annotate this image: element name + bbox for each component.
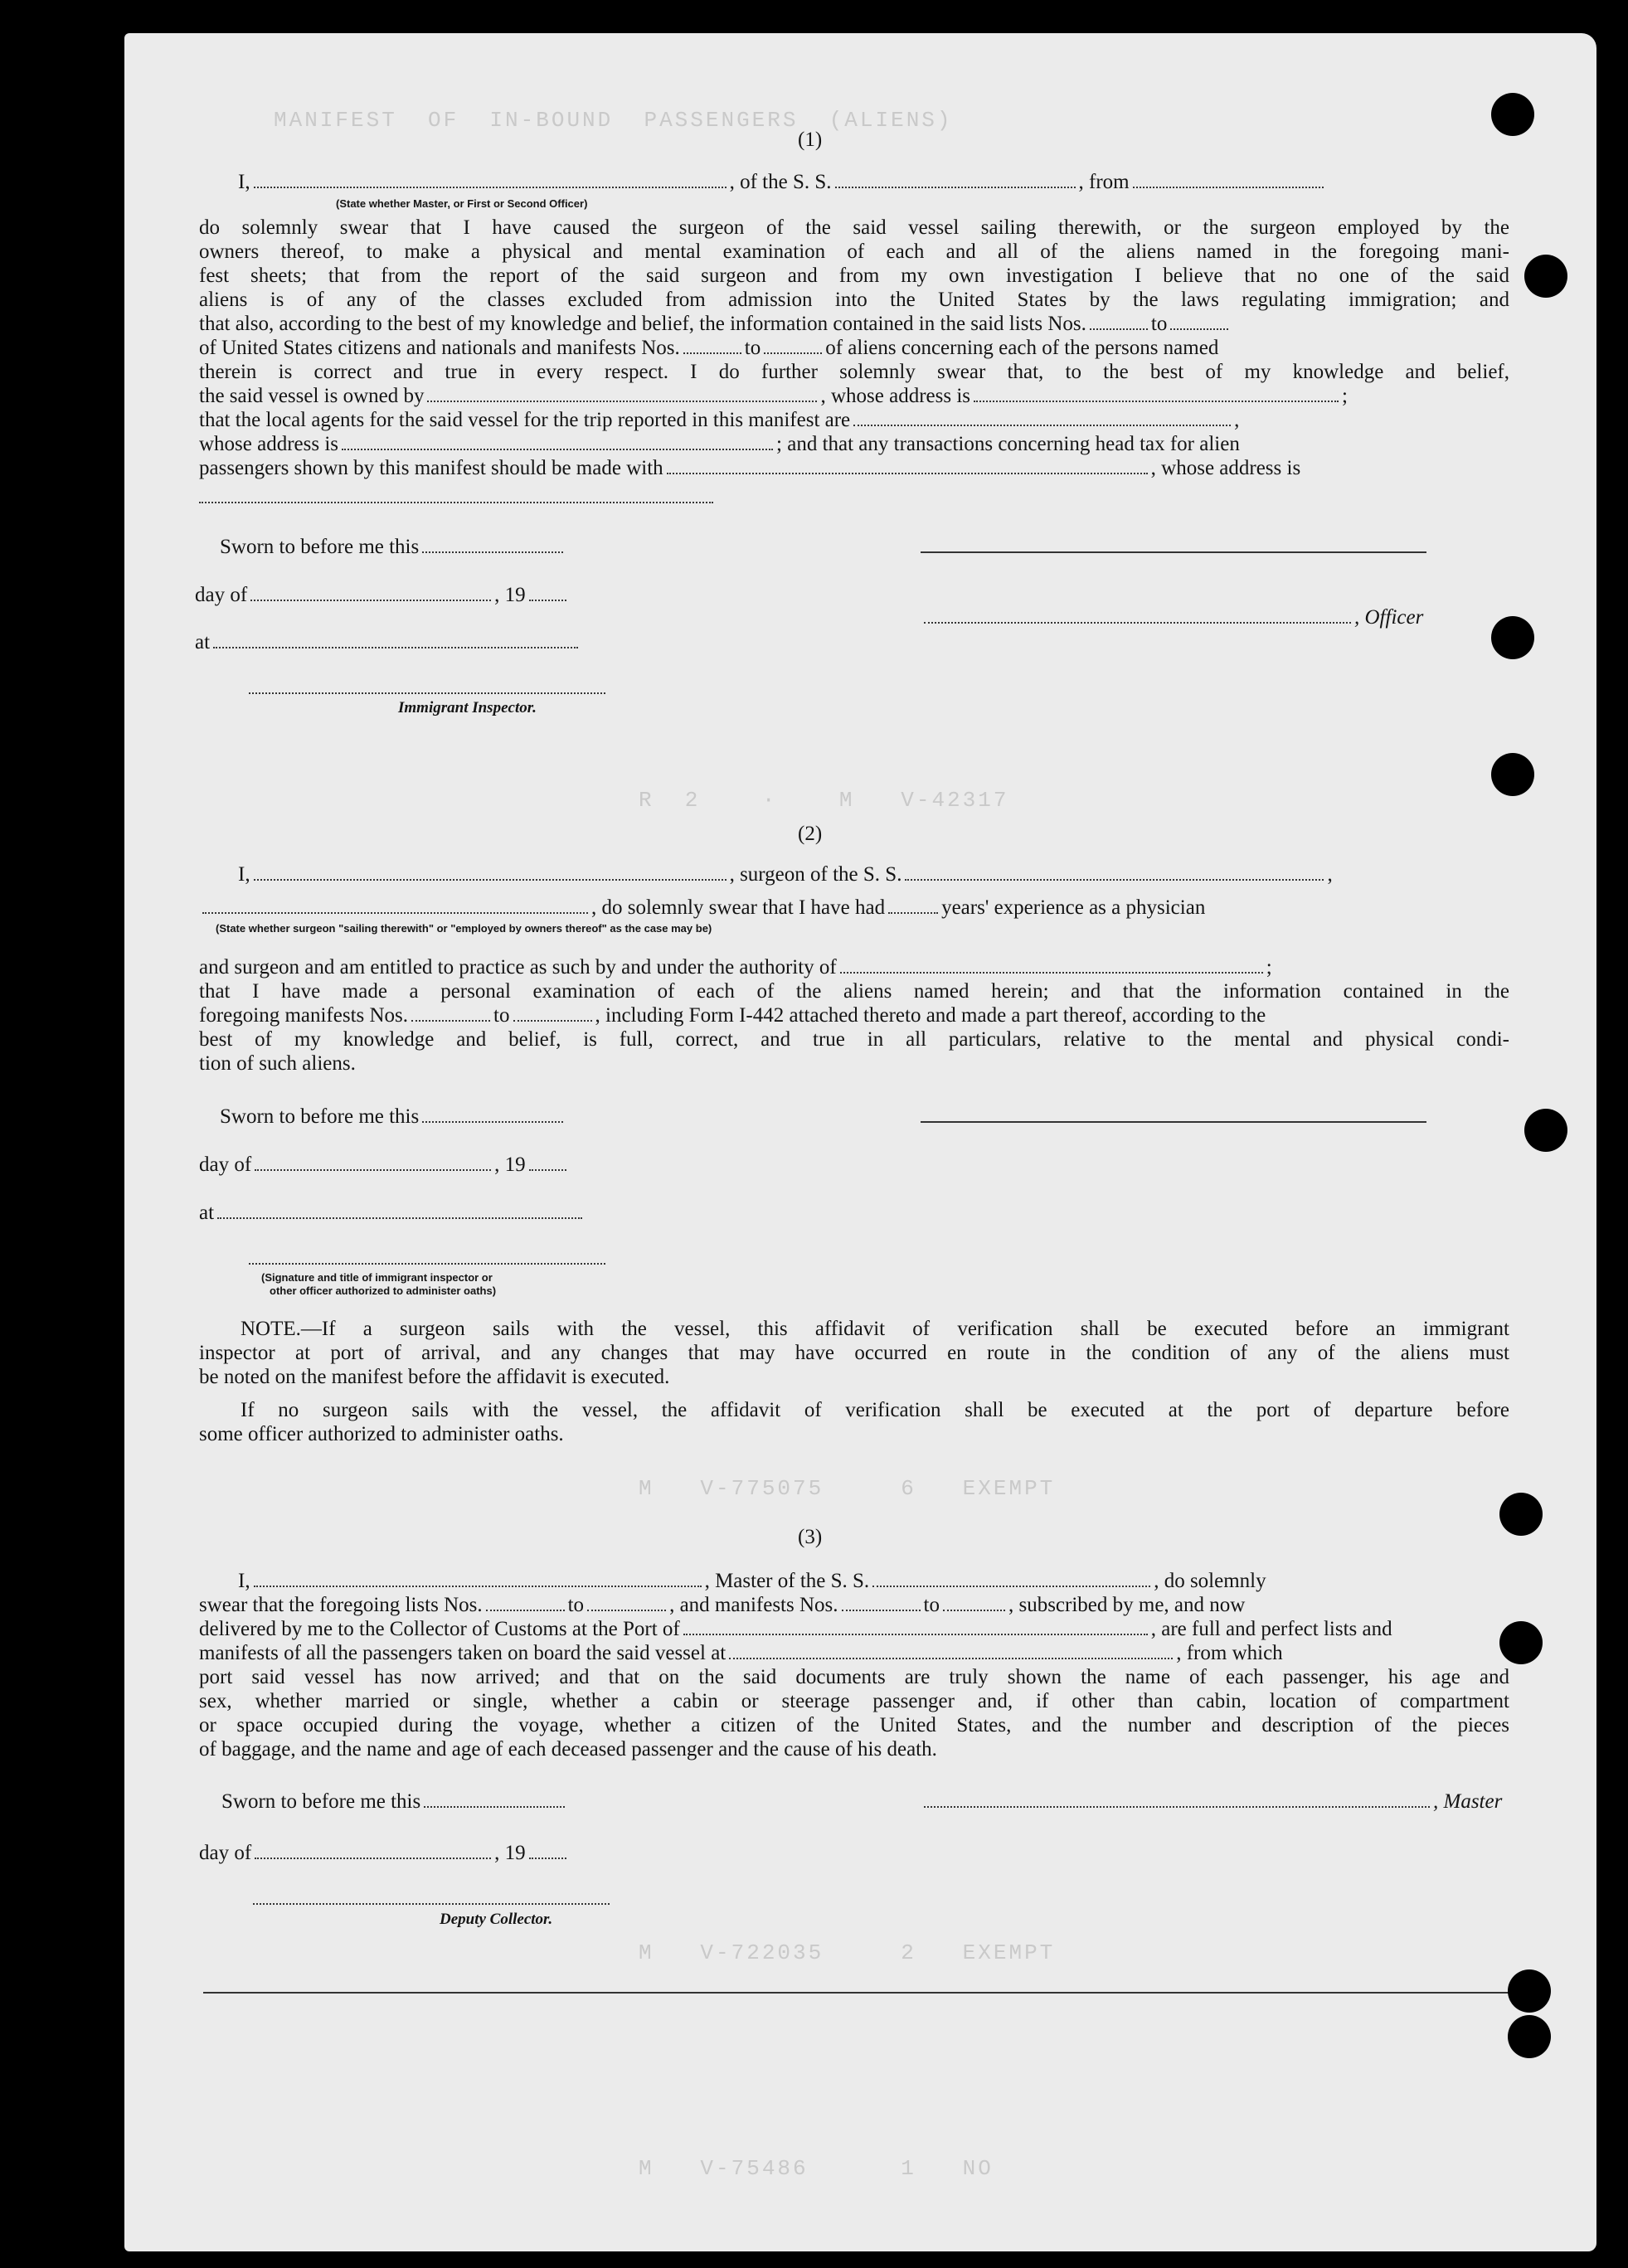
place-field[interactable] — [213, 630, 578, 648]
departure-port-field[interactable] — [1133, 170, 1324, 188]
note-line: If no surgeon sails with the vessel, the affidavit of verification shall be executed at the port of departure before — [241, 1399, 1509, 1421]
month-field[interactable] — [255, 1841, 491, 1859]
sworn-line-1 — [220, 535, 566, 560]
master-vessel-field[interactable] — [872, 1569, 1150, 1587]
owner-field[interactable] — [427, 384, 817, 402]
sworn-line-3 — [221, 1790, 568, 1814]
label-subscribed: , subscribed by me, and now — [1008, 1594, 1246, 1616]
label-to: to — [1150, 313, 1168, 335]
master-signature-field[interactable] — [924, 1790, 1430, 1808]
day-of-line-1 — [195, 583, 570, 608]
at-line-1 — [195, 630, 581, 655]
label-to: to — [493, 1004, 510, 1027]
label-i: I, — [238, 863, 250, 886]
year-field[interactable] — [529, 583, 566, 601]
month-field[interactable] — [250, 583, 491, 601]
section-1-line: whose address is — [199, 433, 339, 455]
officer-name-field[interactable] — [254, 170, 727, 188]
sworn-date-field[interactable] — [422, 535, 563, 553]
section-1-line: of United States citizens and nationals and manifests Nos. — [199, 337, 680, 359]
section-1-agents-line: that the local agents for the said vessel for the trip reported in this manifest are , — [199, 409, 1240, 431]
manifest-from-field[interactable] — [842, 1593, 921, 1611]
label-master-of: , Master of the S. S. — [704, 1570, 870, 1592]
label-at: at — [199, 1202, 215, 1224]
section-1-line: passengers shown by this manifest should be made with — [199, 457, 663, 479]
section-1-number: (1) — [798, 129, 823, 151]
manifest-to-field[interactable] — [764, 336, 822, 354]
citizen-list-to-field[interactable] — [1170, 312, 1228, 330]
label-whose-address: , whose address is — [820, 385, 971, 407]
master-name-field[interactable] — [254, 1569, 702, 1587]
label-i: I, — [238, 171, 250, 193]
section-1-line: fest sheets; that from the report of the said surgeon and from my own investigation I believe that no one of the said — [199, 265, 1509, 287]
surgeon-name-field[interactable] — [254, 862, 727, 881]
label-year: , 19 — [494, 1153, 526, 1176]
bleed-through-text: M V-775075 6 EXEMPT — [639, 1476, 1056, 1501]
section-2-surgeon-line: I, , surgeon of the S. S. , — [238, 863, 1333, 886]
bleed-through-text: M V-722035 2 EXEMPT — [639, 1940, 1056, 1965]
authority-field[interactable] — [840, 955, 1263, 974]
label-years: years' experience as a physician — [941, 896, 1206, 919]
label-whose-address: , whose address is — [1150, 457, 1301, 479]
label-sworn: Sworn to before me this — [220, 536, 420, 558]
agent-address-field[interactable] — [342, 432, 773, 450]
agents-field[interactable] — [853, 408, 1231, 426]
section-1-line: the said vessel is owned by — [199, 385, 425, 407]
section-1-lists-line — [199, 312, 1232, 337]
section-1-head-tax-line — [199, 456, 1300, 481]
citizen-list-from-field[interactable] — [1090, 312, 1148, 330]
label-day-of: day of — [199, 1153, 252, 1176]
section-3-lists-line — [199, 1593, 1245, 1618]
section-2-line: and surgeon and am entitled to practice as such by and under the authority of — [199, 956, 837, 979]
section-3-master-line — [238, 1569, 1266, 1594]
section-2-number: (2) — [798, 823, 823, 845]
inspector-signature-line[interactable] — [249, 1263, 605, 1265]
section-1-line: therein is correct and true in every respect. I do further solemnly swear that, to the best of my knowledge and belief, — [199, 361, 1509, 383]
label-at: at — [195, 631, 211, 653]
surgeon-caption: (State whether surgeon "sailing therewith" or "employed by owners thereof" as the case may be) — [216, 922, 712, 935]
vessel-name-field[interactable] — [835, 170, 1076, 188]
label-delivered: delivered by me to the Collector of Customs at the Port of — [199, 1618, 680, 1640]
boarding-port-field[interactable] — [729, 1641, 1173, 1659]
section-2-authority-line: and surgeon and am entitled to practice as such by and under the authority of ; — [199, 956, 1272, 979]
label-of-ss: , of the S. S. — [729, 171, 832, 193]
officer-title-line — [921, 605, 1423, 630]
section-2-manifests-line — [199, 1003, 1266, 1028]
label-head-tax: ; and that any transactions concerning head tax for alien — [776, 433, 1240, 455]
note-line: NOTE.—If a surgeon sails with the vessel, this affidavit of verification shall be executed before an immigrant — [241, 1318, 1509, 1340]
label-day-of: day of — [195, 584, 248, 606]
label-swear: , do solemnly swear that I have had — [591, 896, 886, 919]
section-3-boarded-line — [199, 1641, 1283, 1666]
day-of-line-2 — [199, 1153, 570, 1178]
label-of-aliens: of aliens concerning each of the persons named — [825, 337, 1219, 359]
surgeon-signature-line[interactable] — [921, 1121, 1426, 1123]
label-to: to — [567, 1594, 585, 1616]
head-tax-party-field[interactable] — [667, 456, 1148, 474]
note-line: some officer authorized to administer oaths. — [199, 1423, 564, 1445]
manifest-from-field[interactable] — [411, 1003, 490, 1022]
inspector-signature-line[interactable] — [249, 692, 605, 694]
section-1-line: that also, according to the best of my knowledge and belief, the information contained in the said lists Nos. — [199, 313, 1086, 335]
section-2-line: tion of such aliens. — [199, 1052, 356, 1075]
section-1-line: do solemnly swear that I have caused the surgeon of the said vessel sailing therewith, or the surgeon employed by the — [199, 216, 1509, 239]
deputy-signature-line[interactable] — [253, 1903, 610, 1905]
at-line-2 — [199, 1201, 586, 1226]
note-line: inspector at port of arrival, and any changes that may have occurred en route in the condition of any of the aliens must — [199, 1342, 1509, 1364]
manifest-to-field[interactable] — [943, 1593, 1005, 1611]
head-tax-address-field[interactable] — [199, 502, 713, 503]
list-from-field[interactable] — [486, 1593, 565, 1611]
section-1-officer-line — [238, 170, 1327, 195]
inspector-caption: Immigrant Inspector. — [398, 699, 537, 716]
bottom-rule — [203, 1992, 1514, 1994]
note-line: be noted on the manifest before the affidavit is executed. — [199, 1366, 670, 1388]
punch-hole — [1491, 753, 1534, 796]
officer-signature-line[interactable] — [921, 551, 1426, 553]
deputy-caption: Deputy Collector. — [440, 1911, 553, 1928]
section-2-line: foregoing manifests Nos. — [199, 1004, 409, 1027]
section-1-owner-line: the said vessel is owned by , whose address is ; — [199, 385, 1348, 407]
month-field[interactable] — [255, 1153, 491, 1171]
label-master: , Master — [1433, 1790, 1503, 1813]
label-to: to — [744, 337, 761, 359]
year-field[interactable] — [529, 1153, 566, 1171]
label-sworn: Sworn to before me this — [221, 1790, 421, 1813]
section-1-line: that the local agents for the said vessel for the trip reported in this manifest are — [199, 409, 851, 431]
punch-hole — [1524, 255, 1567, 298]
label-officer: , Officer — [1354, 606, 1424, 629]
section-1-manifests-line — [199, 336, 1218, 361]
punch-hole — [1491, 616, 1534, 659]
label-year: , 19 — [494, 584, 526, 606]
sworn-line-2 — [220, 1105, 566, 1129]
signature-caption: other officer authorized to administer oaths) — [270, 1285, 497, 1297]
sworn-date-field[interactable] — [422, 1105, 563, 1123]
label-do-solemnly: , do solemnly — [1154, 1570, 1266, 1592]
label-from-which: , from which — [1176, 1642, 1283, 1664]
section-3-number: (3) — [798, 1526, 823, 1548]
day-of-line-3 — [199, 1841, 570, 1866]
section-3-line: sex, whether married or single, whether a cabin or steerage passenger and, if other than cabin, location of compartment — [199, 1690, 1509, 1712]
section-3-line: port said vessel has now arrived; and that on the said documents are truly shown the name of each passenger, his age and — [199, 1666, 1509, 1688]
port-field[interactable] — [683, 1617, 1148, 1635]
bleed-through-text: M V-75486 1 NO — [639, 2156, 994, 2181]
signature-caption: (Signature and title of immigrant inspector or — [261, 1271, 493, 1284]
bleed-through-text: MANIFEST OF IN-BOUND PASSENGERS (ALIENS) — [274, 108, 953, 133]
surgeon-status-field[interactable] — [202, 896, 588, 914]
label-to: to — [923, 1594, 940, 1616]
label-manifests-all: manifests of all the passengers taken on board the said vessel at — [199, 1642, 727, 1664]
section-3-line: of baggage, and the name and age of each deceased passenger and the cause of his death. — [199, 1738, 937, 1760]
years-experience-field[interactable] — [888, 896, 938, 914]
section-2-experience-line — [199, 896, 1205, 920]
label-and-manifests: , and manifests Nos. — [669, 1594, 838, 1616]
place-field[interactable] — [217, 1201, 582, 1219]
label-from: , from — [1078, 171, 1130, 193]
punch-hole — [1508, 2015, 1551, 2058]
section-1-line: aliens is of any of the classes excluded from admission into the United States by the laws regulating immigration; and — [199, 289, 1509, 311]
label-are-full: , are full and perfect lists and — [1150, 1618, 1392, 1640]
punch-hole — [1508, 1969, 1551, 2013]
manifest-to-field[interactable] — [513, 1003, 592, 1022]
owner-address-field[interactable] — [974, 384, 1339, 402]
sworn-date-field[interactable] — [424, 1790, 565, 1808]
punch-hole — [1499, 1493, 1543, 1536]
section-2-line: best of my knowledge and belief, is full, correct, and true in all particulars, relative to the mental and physical condi- — [199, 1028, 1509, 1051]
master-signature-line — [921, 1790, 1502, 1814]
section-1-line: owners thereof, to make a physical and mental examination of each and all of the aliens named in the foregoing mani- — [199, 240, 1509, 263]
officer-title-field[interactable] — [924, 605, 1351, 624]
label-surgeon-of: , surgeon of the S. S. — [729, 863, 902, 886]
list-to-field[interactable] — [587, 1593, 666, 1611]
label-including: , including Form I-442 attached thereto and made a part thereof, according to the — [595, 1004, 1266, 1027]
section-3-port-line — [199, 1617, 1392, 1642]
label-year: , 19 — [494, 1842, 526, 1864]
manifest-page — [124, 33, 1596, 2251]
label-day-of: day of — [199, 1842, 252, 1864]
manifest-from-field[interactable] — [683, 336, 741, 354]
surgeon-vessel-field[interactable] — [905, 862, 1324, 881]
punch-hole — [1491, 93, 1534, 136]
label-i: I, — [238, 1570, 250, 1592]
bleed-through-text: R 2 · M V-42317 — [639, 788, 1009, 813]
officer-caption: (State whether Master, or First or Second Officer) — [336, 197, 588, 210]
year-field[interactable] — [529, 1841, 566, 1859]
label-swear-lists: swear that the foregoing lists Nos. — [199, 1594, 483, 1616]
punch-hole — [1499, 1621, 1543, 1664]
section-2-line: that I have made a personal examination of each of the aliens named herein; and that the information contained in the — [199, 980, 1509, 1003]
section-1-agent-address-line — [199, 432, 1240, 457]
punch-hole — [1524, 1109, 1567, 1152]
label-sworn: Sworn to before me this — [220, 1105, 420, 1128]
section-3-line: or space occupied during the voyage, whether a citizen of the United States, and the number and description of the pieces — [199, 1714, 1509, 1736]
